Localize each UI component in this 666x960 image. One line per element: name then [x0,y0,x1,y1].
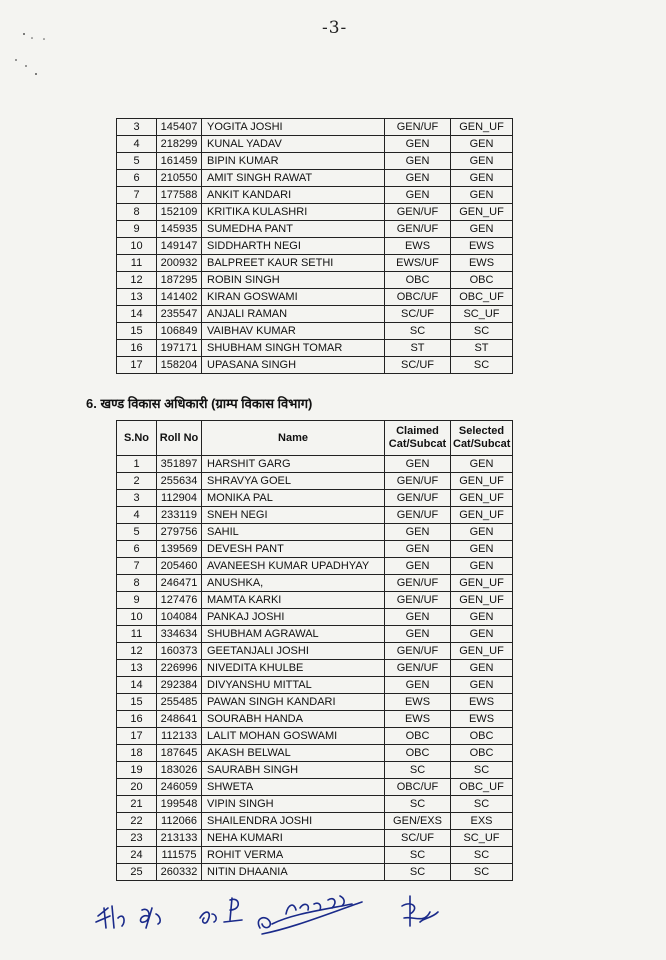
header-claimed: Claimed Cat/Subcat [385,421,451,456]
cell-claimed-cat: SC [385,864,451,881]
cell-roll-no: 205460 [157,558,202,575]
cell-roll-no: 139569 [157,541,202,558]
cell-name: AMIT SINGH RAWAT [202,170,385,187]
cell-name: NITIN DHAANIA [202,864,385,881]
cell-name: LALIT MOHAN GOSWAMI [202,728,385,745]
table-row [117,524,513,541]
cell-claimed-cat: GEN [385,136,451,153]
cell-sno: 6 [117,170,157,187]
cell-roll-no: 210550 [157,170,202,187]
cell-sno: 3 [117,490,157,507]
cell-name: SAHIL [202,524,385,541]
cell-name: SOURABH HANDA [202,711,385,728]
cell-claimed-cat: GEN/UF [385,575,451,592]
cell-roll-no: 160373 [157,643,202,660]
cell-sno: 9 [117,221,157,238]
cell-selected-cat: OBC [451,272,513,289]
cell-roll-no: 197171 [157,340,202,357]
cell-claimed-cat: EWS [385,238,451,255]
table-row [117,711,513,728]
table-row [117,813,513,830]
cell-claimed-cat: GEN [385,456,451,473]
cell-sno: 4 [117,507,157,524]
cell-claimed-cat: GEN/EXS [385,813,451,830]
cell-claimed-cat: EWS [385,694,451,711]
cell-claimed-cat: GEN [385,170,451,187]
cell-name: MONIKA PAL [202,490,385,507]
table-row [117,830,513,847]
cell-name: PANKAJ JOSHI [202,609,385,626]
cell-sno: 15 [117,323,157,340]
cell-sno: 17 [117,357,157,374]
cell-roll-no: 260332 [157,864,202,881]
cell-sno: 25 [117,864,157,881]
cell-claimed-cat: GEN [385,187,451,204]
cell-sno: 13 [117,660,157,677]
cell-roll-no: 248641 [157,711,202,728]
cell-name: PAWAN SINGH KANDARI [202,694,385,711]
cell-roll-no: 351897 [157,456,202,473]
cell-roll-no: 200932 [157,255,202,272]
cell-sno: 7 [117,558,157,575]
table-row [117,745,513,762]
cell-selected-cat: GEN_UF [451,473,513,490]
section-heading: 6. खण्ड विकास अधिकारी (ग्राम्प विकास विभाग) [86,396,313,411]
cell-claimed-cat: GEN [385,626,451,643]
header-roll: Roll No [157,421,202,456]
table-row [117,643,513,660]
cell-selected-cat: GEN [451,187,513,204]
cell-selected-cat: OBC_UF [451,779,513,796]
table-row [117,796,513,813]
table-row [117,187,513,204]
cell-claimed-cat: OBC [385,272,451,289]
table-row [117,170,513,187]
table-row [117,340,513,357]
cell-roll-no: 255634 [157,473,202,490]
cell-selected-cat: GEN_UF [451,490,513,507]
cell-name: SHAILENDRA JOSHI [202,813,385,830]
table-row [117,238,513,255]
cell-selected-cat: GEN [451,660,513,677]
cell-claimed-cat: GEN [385,677,451,694]
cell-claimed-cat: SC/UF [385,306,451,323]
cell-sno: 19 [117,762,157,779]
cell-selected-cat: SC [451,847,513,864]
header-name: Name [202,421,385,456]
table-row [117,490,513,507]
cell-roll-no: 334634 [157,626,202,643]
cell-selected-cat: OBC_UF [451,289,513,306]
cell-selected-cat: EWS [451,255,513,272]
table-row [117,728,513,745]
cell-roll-no: 279756 [157,524,202,541]
cell-name: VIPIN SINGH [202,796,385,813]
cell-name: ANUSHKA, [202,575,385,592]
cell-roll-no: 112066 [157,813,202,830]
cell-sno: 13 [117,289,157,306]
table-row [117,677,513,694]
table-row [117,575,513,592]
page-number: -3- [322,18,348,38]
cell-sno: 10 [117,238,157,255]
cell-claimed-cat: GEN/UF [385,473,451,490]
cell-roll-no: 199548 [157,796,202,813]
table-row [117,306,513,323]
cell-selected-cat: SC [451,357,513,374]
cell-name: KRITIKA KULASHRI [202,204,385,221]
scan-specks [10,30,70,80]
table-row [117,323,513,340]
cell-sno: 22 [117,813,157,830]
cell-selected-cat: GEN_UF [451,592,513,609]
cell-sno: 23 [117,830,157,847]
cell-selected-cat: GEN [451,221,513,238]
cell-claimed-cat: GEN/UF [385,490,451,507]
cell-name: AVANEESH KUMAR UPADHYAY [202,558,385,575]
cell-roll-no: 213133 [157,830,202,847]
cell-claimed-cat: OBC [385,728,451,745]
cell-roll-no: 106849 [157,323,202,340]
cell-name: NEHA KUMARI [202,830,385,847]
cell-roll-no: 218299 [157,136,202,153]
cell-selected-cat: GEN_UF [451,119,513,136]
cell-claimed-cat: ST [385,340,451,357]
cell-selected-cat: GEN [451,456,513,473]
cell-selected-cat: GEN [451,609,513,626]
cell-selected-cat: ST [451,340,513,357]
table-header-row [117,421,513,456]
table-row [117,660,513,677]
cell-roll-no: 145407 [157,119,202,136]
table-row [117,609,513,626]
cell-claimed-cat: SC [385,323,451,340]
cell-claimed-cat: SC [385,796,451,813]
cell-roll-no: 246059 [157,779,202,796]
table-row [117,119,513,136]
cell-sno: 18 [117,745,157,762]
cell-name: VAIBHAV KUMAR [202,323,385,340]
table-row [117,694,513,711]
cell-name: SHUBHAM AGRAWAL [202,626,385,643]
cell-claimed-cat: SC/UF [385,830,451,847]
cell-sno: 14 [117,677,157,694]
table-row [117,541,513,558]
cell-selected-cat: SC [451,864,513,881]
cell-sno: 8 [117,575,157,592]
cell-sno: 15 [117,694,157,711]
cell-sno: 16 [117,711,157,728]
cell-sno: 5 [117,153,157,170]
cell-selected-cat: GEN [451,153,513,170]
table-row [117,289,513,306]
table-row [117,558,513,575]
cell-roll-no: 112133 [157,728,202,745]
cell-name: KUNAL YADAV [202,136,385,153]
cell-claimed-cat: GEN/UF [385,643,451,660]
cell-name: SHWETA [202,779,385,796]
cell-selected-cat: EWS [451,694,513,711]
cell-selected-cat: GEN_UF [451,575,513,592]
cell-name: DIVYANSHU MITTAL [202,677,385,694]
cell-selected-cat: OBC [451,728,513,745]
cell-selected-cat: GEN_UF [451,204,513,221]
cell-selected-cat: EWS [451,711,513,728]
cell-sno: 6 [117,541,157,558]
cell-sno: 14 [117,306,157,323]
cell-name: HARSHIT GARG [202,456,385,473]
table-row [117,272,513,289]
table-row [117,357,513,374]
cell-sno: 20 [117,779,157,796]
cell-sno: 12 [117,643,157,660]
cell-claimed-cat: SC [385,847,451,864]
table-row [117,762,513,779]
header-sno: S.No [117,421,157,456]
cell-roll-no: 141402 [157,289,202,306]
cell-roll-no: 112904 [157,490,202,507]
cell-claimed-cat: OBC [385,745,451,762]
cell-selected-cat: SC_UF [451,830,513,847]
table-row [117,626,513,643]
cell-claimed-cat: GEN [385,153,451,170]
cell-selected-cat: GEN [451,136,513,153]
cell-claimed-cat: GEN/UF [385,592,451,609]
cell-roll-no: 235547 [157,306,202,323]
cell-name: NIVEDITA KHULBE [202,660,385,677]
table-row [117,473,513,490]
cell-claimed-cat: SC/UF [385,357,451,374]
cell-name: SUMEDHA PANT [202,221,385,238]
cell-name: BIPIN KUMAR [202,153,385,170]
cell-roll-no: 104084 [157,609,202,626]
cell-claimed-cat: OBC/UF [385,779,451,796]
cell-roll-no: 246471 [157,575,202,592]
cell-roll-no: 127476 [157,592,202,609]
cell-roll-no: 161459 [157,153,202,170]
cell-name: MAMTA KARKI [202,592,385,609]
cell-name: UPASANA SINGH [202,357,385,374]
table-row [117,847,513,864]
cell-roll-no: 226996 [157,660,202,677]
cell-roll-no: 255485 [157,694,202,711]
cell-sno: 4 [117,136,157,153]
cell-roll-no: 187295 [157,272,202,289]
table-row [117,136,513,153]
cell-roll-no: 292384 [157,677,202,694]
cell-sno: 21 [117,796,157,813]
cell-claimed-cat: GEN/UF [385,660,451,677]
table-row [117,204,513,221]
table-row [117,779,513,796]
cell-roll-no: 111575 [157,847,202,864]
cell-claimed-cat: GEN [385,609,451,626]
cell-claimed-cat: GEN [385,524,451,541]
cell-name: ANKIT KANDARI [202,187,385,204]
cell-claimed-cat: GEN/UF [385,119,451,136]
cell-selected-cat: GEN [451,541,513,558]
cell-roll-no: 177588 [157,187,202,204]
cell-roll-no: 145935 [157,221,202,238]
cell-name: SHUBHAM SINGH TOMAR [202,340,385,357]
cell-sno: 24 [117,847,157,864]
cell-selected-cat: SC [451,796,513,813]
cell-name: ROHIT VERMA [202,847,385,864]
cell-sno: 8 [117,204,157,221]
cell-roll-no: 152109 [157,204,202,221]
cell-selected-cat: GEN_UF [451,507,513,524]
cell-sno: 2 [117,473,157,490]
cell-sno: 11 [117,255,157,272]
cell-name: ROBIN SINGH [202,272,385,289]
cell-roll-no: 183026 [157,762,202,779]
cell-sno: 9 [117,592,157,609]
cell-selected-cat: GEN [451,626,513,643]
cell-roll-no: 158204 [157,357,202,374]
cell-sno: 7 [117,187,157,204]
cell-sno: 5 [117,524,157,541]
table-row [117,153,513,170]
cell-selected-cat: SC_UF [451,306,513,323]
cell-sno: 12 [117,272,157,289]
candidate-table-continued [116,118,513,374]
cell-claimed-cat: GEN [385,541,451,558]
cell-selected-cat: OBC [451,745,513,762]
cell-sno: 11 [117,626,157,643]
cell-claimed-cat: EWS/UF [385,255,451,272]
cell-sno: 17 [117,728,157,745]
header-selected: Selected Cat/Subcat [451,421,513,456]
cell-sno: 3 [117,119,157,136]
cell-claimed-cat: OBC/UF [385,289,451,306]
cell-roll-no: 187645 [157,745,202,762]
table-row [117,592,513,609]
cell-name: GEETANJALI JOSHI [202,643,385,660]
cell-selected-cat: GEN [451,524,513,541]
cell-claimed-cat: GEN/UF [385,221,451,238]
table-row [117,255,513,272]
cell-sno: 1 [117,456,157,473]
cell-roll-no: 233119 [157,507,202,524]
table-row [117,456,513,473]
cell-name: KIRAN GOSWAMI [202,289,385,306]
candidate-table-block-development-officer [116,420,513,881]
cell-selected-cat: SC [451,762,513,779]
cell-name: SHRAVYA GOEL [202,473,385,490]
cell-claimed-cat: GEN [385,558,451,575]
cell-selected-cat: GEN [451,170,513,187]
cell-claimed-cat: GEN/UF [385,204,451,221]
cell-roll-no: 149147 [157,238,202,255]
cell-name: SAURABH SINGH [202,762,385,779]
cell-selected-cat: EWS [451,238,513,255]
table-row [117,507,513,524]
cell-sno: 16 [117,340,157,357]
cell-name: ANJALI RAMAN [202,306,385,323]
cell-name: SNEH NEGI [202,507,385,524]
cell-claimed-cat: GEN/UF [385,507,451,524]
cell-sno: 10 [117,609,157,626]
cell-name: DEVESH PANT [202,541,385,558]
cell-selected-cat: SC [451,323,513,340]
cell-selected-cat: GEN_UF [451,643,513,660]
cell-name: YOGITA JOSHI [202,119,385,136]
table-row [117,221,513,238]
cell-name: BALPREET KAUR SETHI [202,255,385,272]
handwritten-signatures [90,878,470,948]
cell-selected-cat: GEN [451,677,513,694]
cell-name: SIDDHARTH NEGI [202,238,385,255]
cell-claimed-cat: SC [385,762,451,779]
cell-selected-cat: GEN [451,558,513,575]
cell-claimed-cat: EWS [385,711,451,728]
cell-name: AKASH BELWAL [202,745,385,762]
cell-selected-cat: EXS [451,813,513,830]
